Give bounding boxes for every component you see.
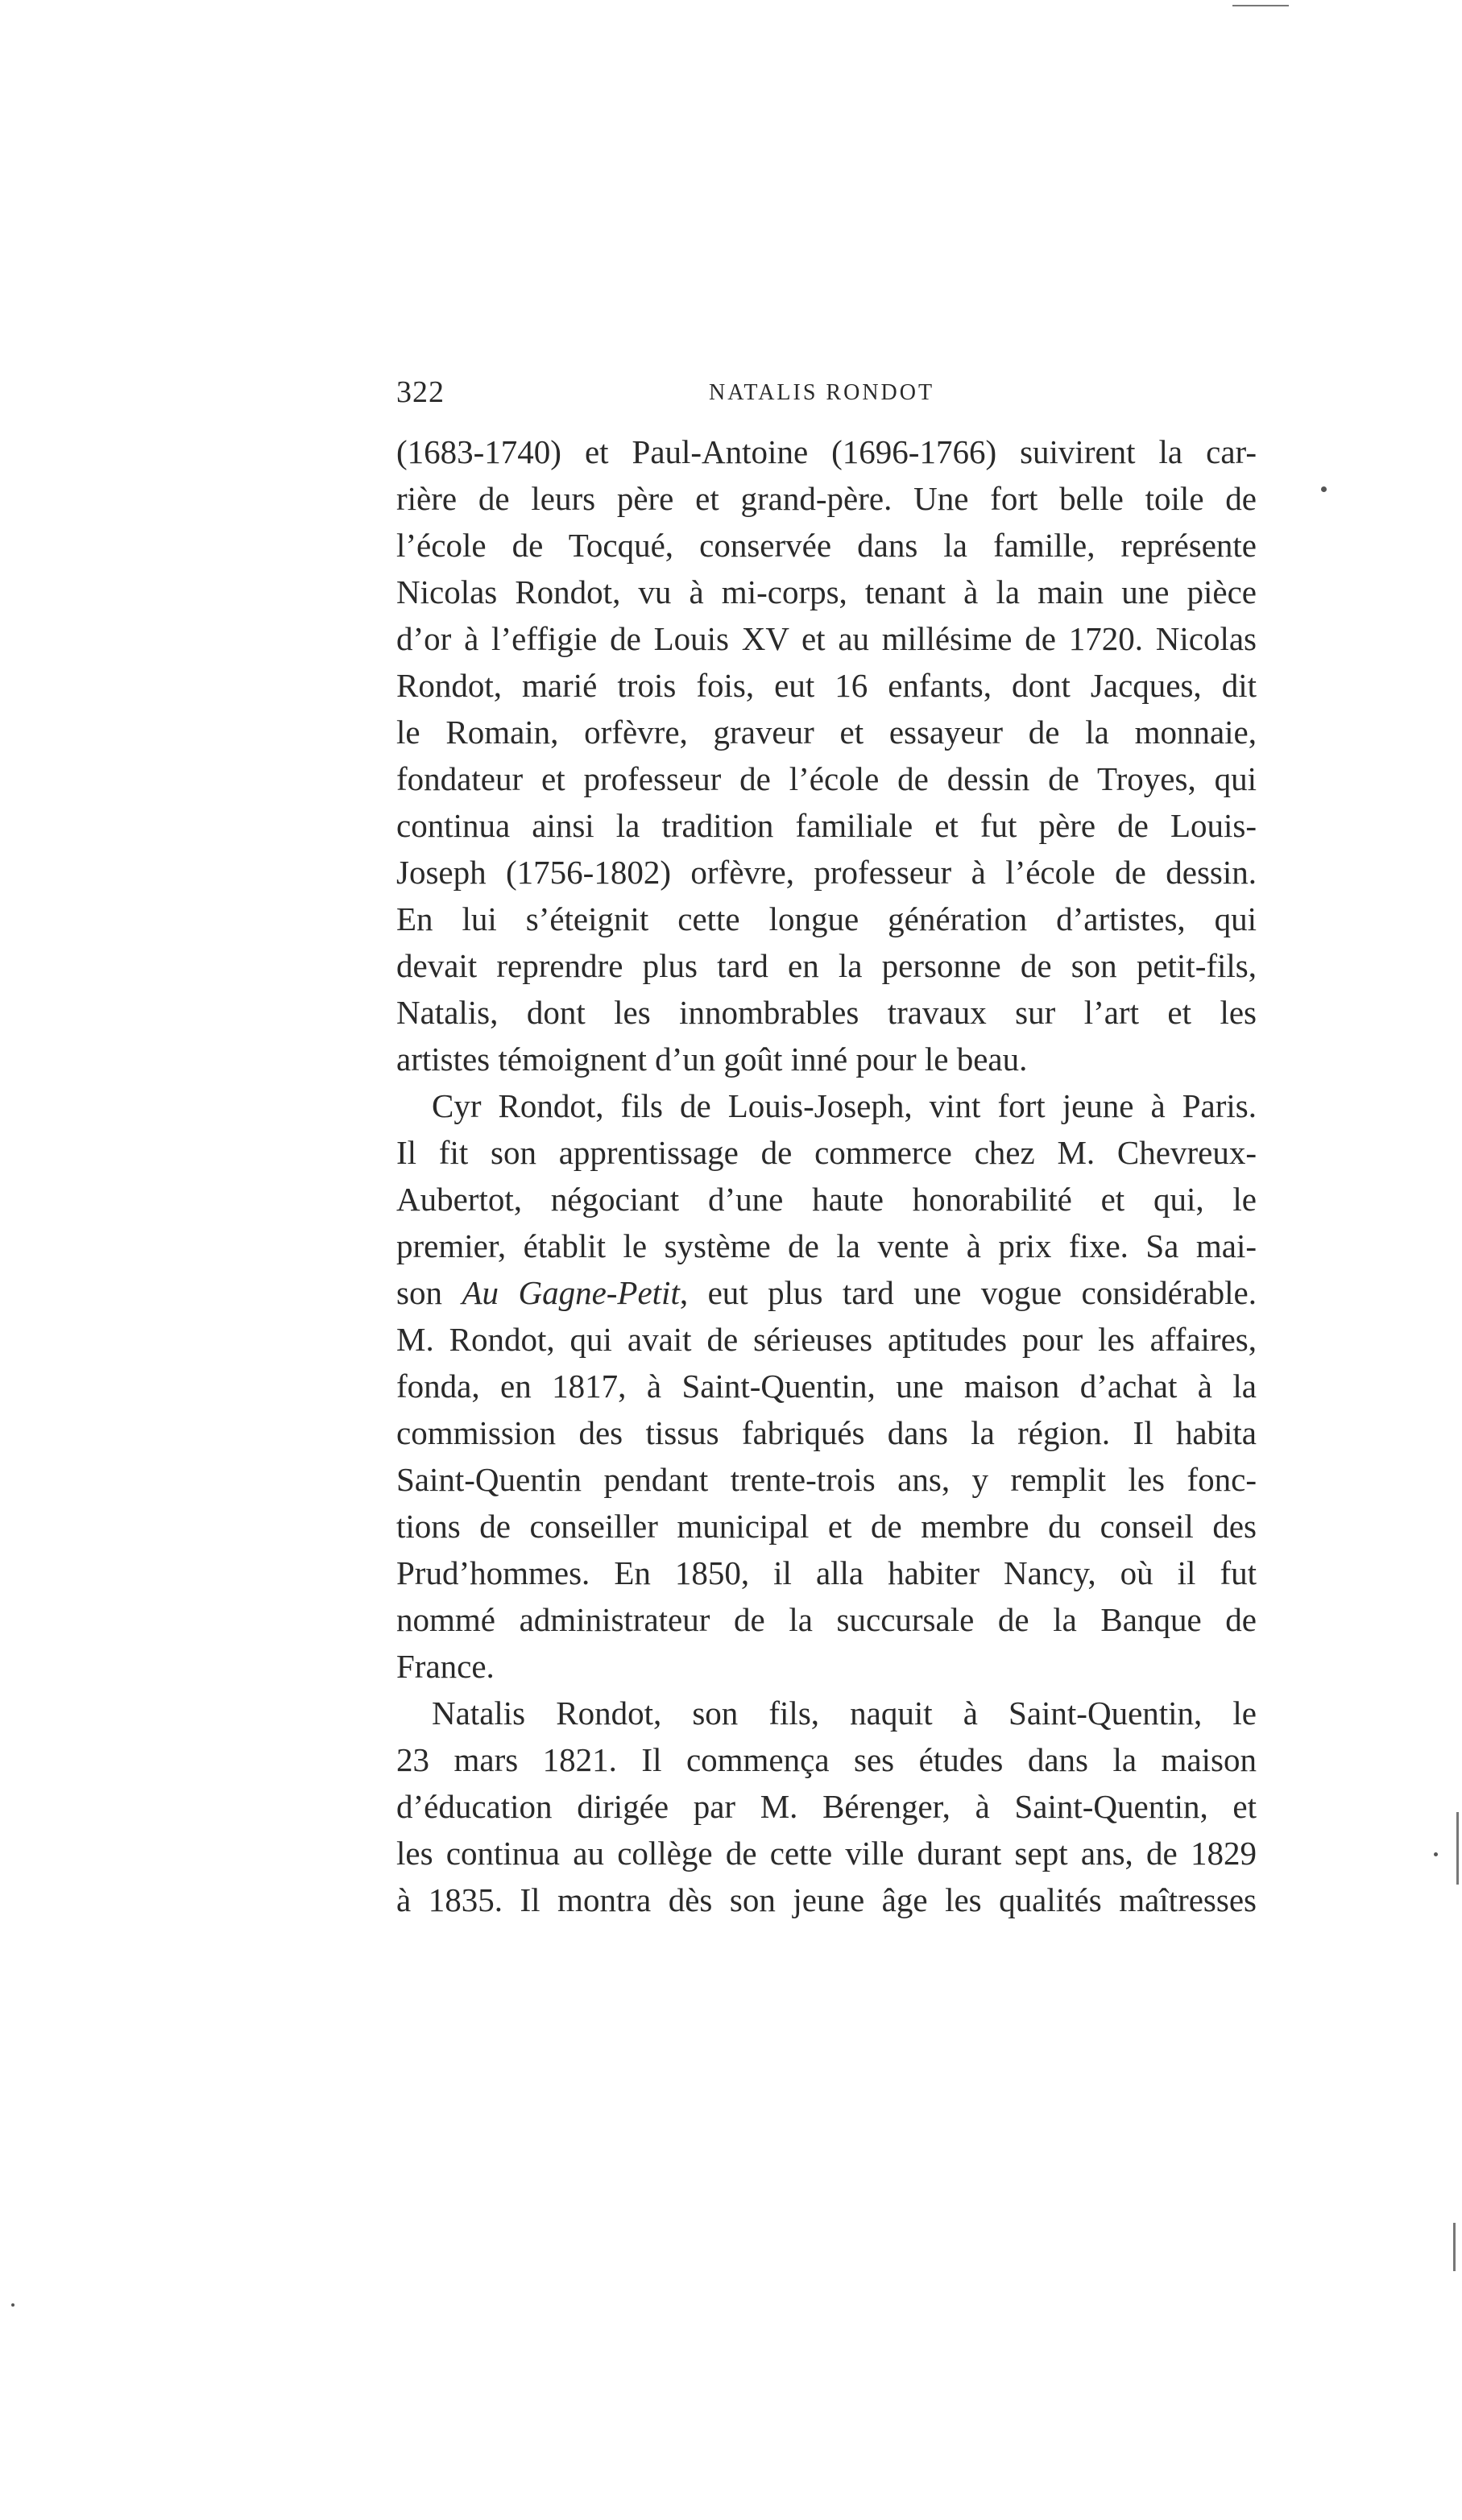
running-header [396, 372, 986, 412]
text-line: le Romain, orfèvre, graveur et essayeur de la monnaie, [396, 714, 1257, 751]
text-line: rière de leurs père et grand-père. Une fort belle toile de [396, 480, 1257, 517]
text-line: Saint-Quentin pendant trente-trois ans, y remplit les fonc- [396, 1461, 1257, 1498]
scan-line-artifact [1453, 2223, 1456, 2271]
text-line: premier, établit le système de la vente à prix fixe. Sa mai- [396, 1227, 1257, 1264]
text-line: Natalis Rondot, son fils, naquit à Saint-Quentin, le [432, 1694, 1257, 1732]
text-line: Natalis, dont les innombrables travaux sur l’art et les [396, 994, 1257, 1031]
body-text [396, 428, 1257, 1923]
text-line: l’école de Tocqué, conservée dans la famille, représente [396, 527, 1257, 564]
text-fragment: , eut plus tard une vogue considérable. [679, 1274, 1257, 1311]
text-line: Joseph (1756-1802) orfèvre, professeur à l’école de dessin. [396, 854, 1257, 891]
text-line: fonda, en 1817, à Saint-Quentin, une maison d’achat à la [396, 1368, 1257, 1405]
page-number: 322 [396, 375, 445, 409]
text-line: artistes témoignent d’un goût inné pour le beau. [396, 1041, 1028, 1078]
scan-speck [1434, 1852, 1438, 1856]
text-line: En lui s’éteignit cette longue génération d’artistes, qui [396, 900, 1257, 937]
text-line: d’or à l’effigie de Louis XV et au millésime de 1720. Nicolas [396, 620, 1257, 657]
text-line: (1683-1740) et Paul-Antoine (1696-1766) suivirent la car- [396, 433, 1257, 470]
text-line: devait reprendre plus tard en la personne de son petit-fils, [396, 947, 1257, 984]
running-title: NATALIS RONDOT [709, 380, 935, 405]
text-line: nommé administrateur de la succursale de la Banque de [396, 1601, 1257, 1638]
shop-name-italic: Au Gagne-Petit [462, 1274, 680, 1311]
text-line: fondateur et professeur de l’école de dessin de Troyes, qui [396, 760, 1257, 797]
scan-line-artifact [1456, 1812, 1459, 1885]
text-line: les continua au collège de cette ville durant sept ans, de 1829 [396, 1835, 1257, 1872]
text-line: Nicolas Rondot, vu à mi-corps, tenant à la main une pièce [396, 573, 1257, 610]
text-line: Il fit son apprentissage de commerce chez M. Chevreux- [396, 1134, 1257, 1171]
text-line: Cyr Rondot, fils de Louis-Joseph, vint fort jeune à Paris. [432, 1087, 1257, 1124]
text-line: à 1835. Il montra dès son jeune âge les qualités maîtresses [396, 1881, 1257, 1918]
scan-speck [11, 2303, 14, 2307]
text-line: 23 mars 1821. Il commença ses études dans la maison [396, 1741, 1257, 1778]
text-line: France. [396, 1648, 495, 1685]
text-line: M. Rondot, qui avait de sérieuses aptitudes pour les affaires, [396, 1321, 1257, 1358]
text-line: continua ainsi la tradition familiale et fut père de Louis- [396, 807, 1257, 844]
scan-speck [1321, 486, 1327, 492]
text-line-with-italic [396, 1269, 1257, 1316]
text-line: tions de conseiller municipal et de membre du conseil des [396, 1508, 1257, 1545]
scan-line-artifact [1232, 5, 1289, 6]
text-line: Aubertot, négociant d’une haute honorabilité et qui, le [396, 1181, 1257, 1218]
text-line: d’éducation dirigée par M. Bérenger, à Saint-Quentin, et [396, 1788, 1257, 1825]
text-line: Rondot, marié trois fois, eut 16 enfants, dont Jacques, dit [396, 667, 1257, 704]
text-line: Prud’hommes. En 1850, il alla habiter Nancy, où il fut [396, 1554, 1257, 1591]
text-line: commission des tissus fabriqués dans la région. Il habita [396, 1414, 1257, 1451]
text-fragment: son [396, 1274, 462, 1311]
